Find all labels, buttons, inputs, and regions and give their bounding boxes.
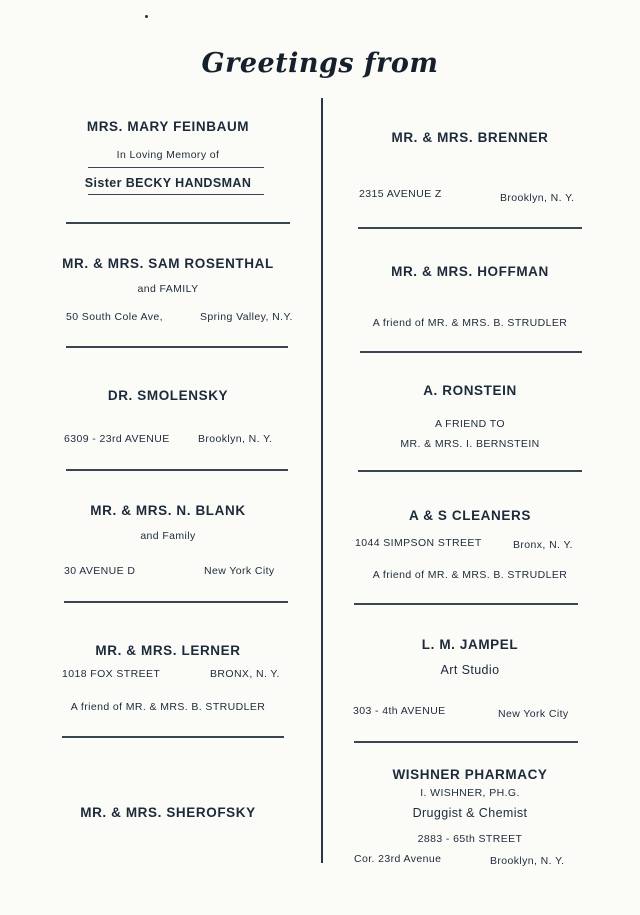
separator-rule — [66, 222, 290, 224]
ad-city: Brooklyn, N. Y. — [500, 192, 575, 204]
ad-line: and FAMILY — [137, 283, 199, 295]
ink-speck — [145, 15, 148, 18]
ad-name: DR. SMOLENSKY — [107, 388, 229, 403]
ad-name: MR. & MRS. LERNER — [95, 643, 241, 658]
separator-rule — [66, 469, 288, 471]
ad-line: MR. & MRS. I. BERNSTEIN — [400, 438, 540, 450]
ad-name: MR. & MRS. N. BLANK — [90, 503, 246, 518]
underline — [88, 194, 264, 195]
separator-rule — [66, 346, 288, 348]
ad-line: A FRIEND TO — [435, 418, 505, 430]
ad-line: Art Studio — [440, 663, 500, 677]
ad-name: MR. & MRS. BRENNER — [391, 130, 549, 145]
ad-name: A & S CLEANERS — [409, 508, 531, 523]
ad-city: Brooklyn, N. Y. — [490, 855, 565, 867]
separator-rule — [354, 741, 578, 743]
ad-address: Cor. 23rd Avenue — [354, 853, 442, 865]
ad-city: New York City — [204, 565, 275, 577]
separator-rule — [358, 470, 582, 472]
ad-name: L. M. JAMPEL — [421, 637, 519, 652]
ad-city: Brooklyn, N. Y. — [198, 433, 273, 445]
ad-address: 1018 FOX STREET — [62, 668, 161, 680]
ad-line: A friend of MR. & MRS. B. STRUDLER — [372, 317, 568, 329]
ad-name: MR. & MRS. SAM ROSENTHAL — [62, 256, 274, 271]
ad-name: MRS. MARY FEINBAUM — [86, 119, 250, 134]
ad-line: and Family — [140, 530, 196, 542]
ad-line: 2883 - 65th STREET — [417, 833, 523, 845]
column-divider — [321, 98, 323, 863]
ad-line: A friend of MR. & MRS. B. STRUDLER — [70, 701, 266, 713]
ad-city: Spring Valley, N.Y. — [200, 311, 293, 323]
ad-name: MR. & MRS. HOFFMAN — [391, 264, 549, 279]
ad-address: 30 AVENUE D — [64, 565, 136, 577]
ad-line: A friend of MR. & MRS. B. STRUDLER — [372, 569, 568, 581]
ad-address: 303 - 4th AVENUE — [353, 705, 446, 717]
separator-rule — [64, 601, 288, 603]
separator-rule — [354, 603, 578, 605]
ad-line: I. WISHNER, PH.G. — [420, 787, 520, 799]
ad-name: MR. & MRS. SHEROFSKY — [80, 805, 256, 820]
ad-line: Sister BECKY HANDSMAN — [84, 176, 252, 190]
ad-name: A. RONSTEIN — [423, 383, 517, 398]
ad-city: New York City — [498, 708, 569, 720]
ad-address: 2315 AVENUE Z — [359, 188, 442, 200]
ad-address: 6309 - 23rd AVENUE — [64, 433, 170, 445]
separator-rule — [62, 736, 284, 738]
separator-rule — [358, 227, 582, 229]
ad-line: Druggist & Chemist — [412, 806, 528, 820]
ad-address: 1044 SIMPSON STREET — [355, 537, 482, 549]
ad-name: WISHNER PHARMACY — [392, 767, 548, 782]
separator-rule — [360, 351, 582, 353]
ad-address: 50 South Cole Ave, — [66, 311, 163, 323]
underline — [88, 167, 264, 168]
ad-city: Bronx, N. Y. — [513, 539, 573, 551]
ad-city: BRONX, N. Y. — [210, 668, 280, 680]
ad-line: In Loving Memory of — [116, 149, 220, 161]
page-heading: Greetings from — [201, 48, 439, 79]
